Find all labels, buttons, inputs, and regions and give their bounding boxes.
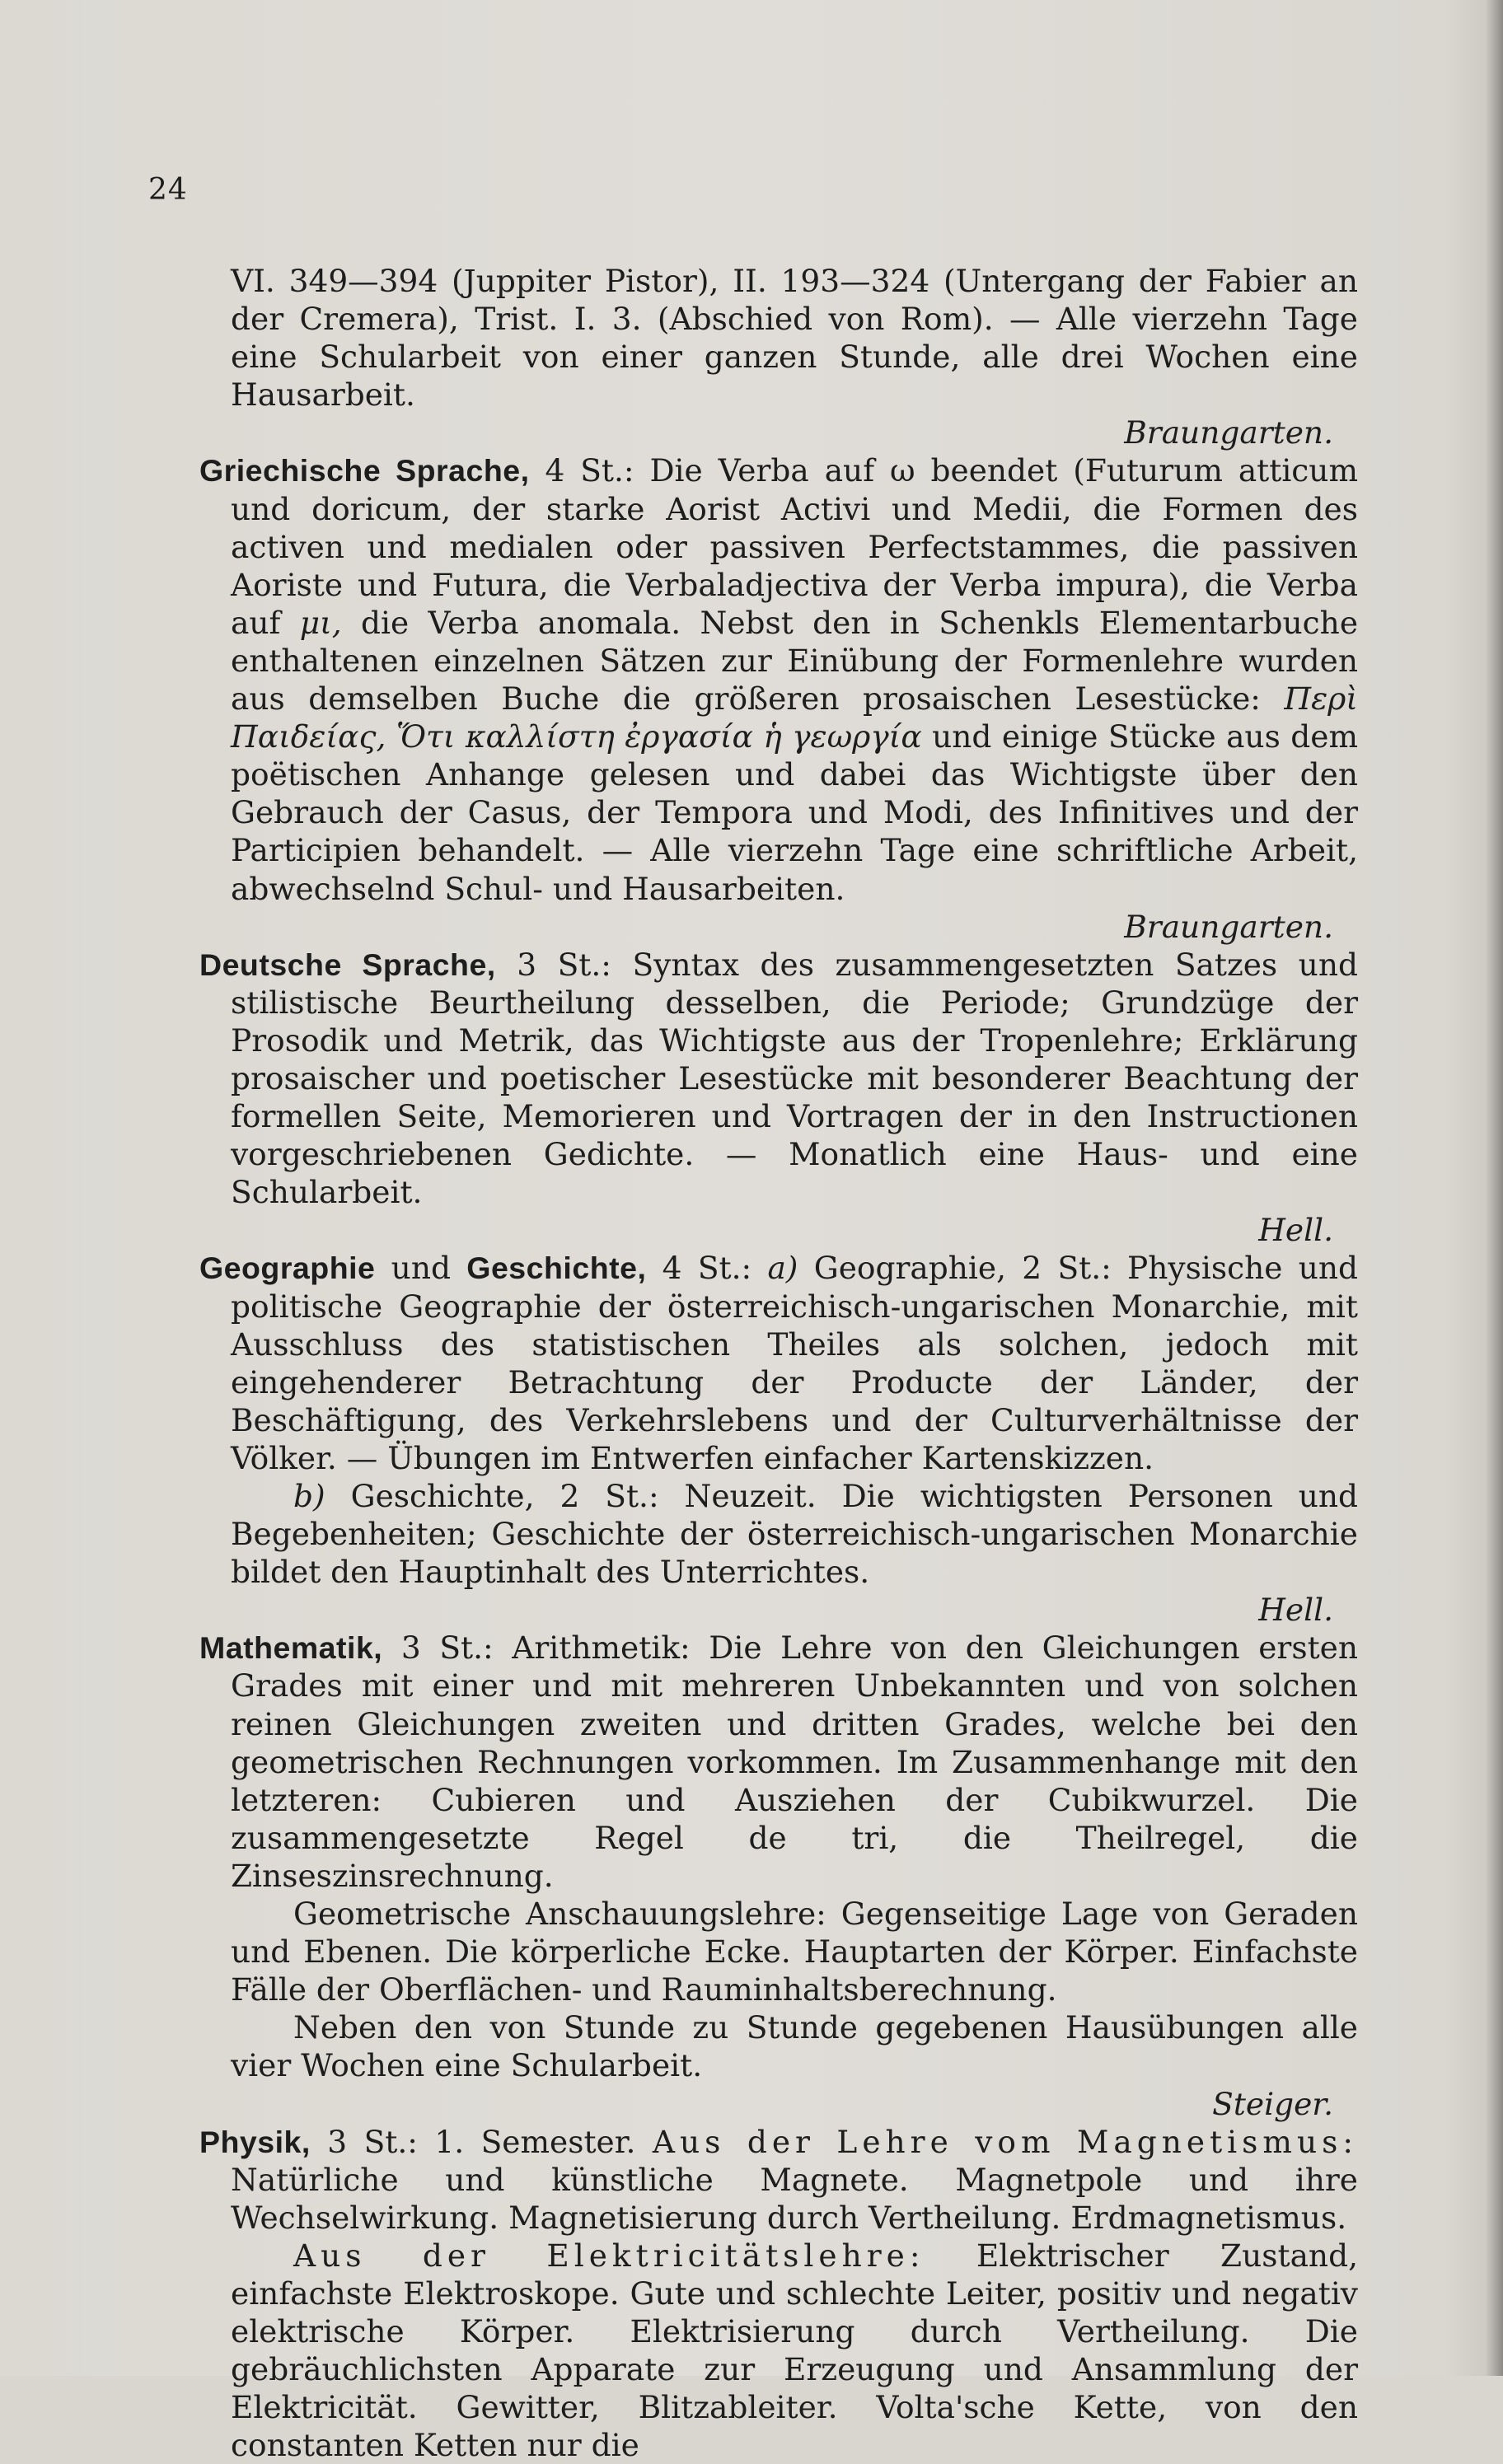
latin-section <box>199 262 1358 414</box>
greek-hours: 4 St.: <box>545 452 634 489</box>
latin-teacher-signature: Braungarten. <box>1124 414 1333 451</box>
greek-reading-title-2: Ὅτι καλλίστη ἐργασία ἡ γεωργία <box>396 718 922 755</box>
greek-section <box>199 451 1358 907</box>
physics-section <box>199 2123 1358 2237</box>
german-teacher-signature: Hell. <box>1258 1212 1333 1249</box>
physics-heading: Physik, <box>199 2124 311 2159</box>
physics-semester: 1. Semester. <box>434 2123 636 2160</box>
geo-part-a-label: a) <box>767 1250 798 1287</box>
geo-history-section <box>199 1249 1358 1477</box>
math-section <box>199 1629 1358 1895</box>
math-hours: 3 St.: <box>400 1629 494 1667</box>
text-block <box>199 262 1358 2464</box>
physics-text-2: Elektrischer Zustand, einfachste Elektroskope. Gute und schlechte Leiter, positiv und negativ elektrische Körper. Elektrisierung durch Vertheilung. Die gebräuchlichsten Apparate zur Erzeugung und Ansammlung der Elektricität. Gewitter, Blitzableiter. Volta'sche Kette, von den constanten Ketten nur die <box>231 2237 1359 2464</box>
geo-teacher-signature: Hell. <box>1258 1592 1333 1629</box>
math-text-1: Arithmetik: Die Lehre von den Gleichungen ersten Grades mit einer und mit mehreren Unbekannten und von solchen reinen Gleichungen zweiten und dritten Grades, welche bei den geometrischen Rechnungen vorkommen. Im Zusammenhange mit den letzteren: Cubieren und Ausziehen der Cubikwurzel. Die zusammengesetzte Regel de tri, die Theilregel, die Zinseszinsrechnung. <box>231 1629 1359 1894</box>
greek-text-2: die Verba anomala. Nebst den in Schenkls Elementarbuche enthaltenen einzelnen Sätzen zur Einübung der Formenlehre wurden aus demselben Buche die größeren prosaischen Lesestücke: <box>231 604 1359 718</box>
physics-hours: 3 St.: <box>327 2123 418 2160</box>
math-text-3: Neben den von Stunde zu Stunde gegebenen Hausübungen alle vier Wochen eine Schularbeit. <box>231 2009 1358 2084</box>
geo-part-b-label: b) <box>293 1478 325 1514</box>
math-teacher-signature: Steiger. <box>1212 2085 1333 2122</box>
greek-reading-title-1: Περὶ Παιδείας, <box>231 680 1358 755</box>
physics-topic-magnetism: Aus der Lehre vom Magnetismus: <box>652 2123 1359 2160</box>
physics-text-1: Natürliche und künstliche Magnete. Magnetpole und ihre Wechselwirkung. Magnetisierung durch Vertheilung. Erdmagnetismus. <box>231 2161 1358 2236</box>
geo-heading: Geographie <box>199 1251 376 1286</box>
german-heading: Deutsche Sprache, <box>199 947 496 982</box>
history-heading: Geschichte, <box>466 1251 647 1286</box>
math-homework <box>199 2008 1358 2084</box>
geo-text-b: Geschichte, 2 St.: Neuzeit. Die wichtigsten Personen und Begebenheiten; Geschichte der österreichisch-ungarischen Monarchie bildet den Hauptinhalt des Unterrichtes. <box>231 1478 1359 1591</box>
math-geometry <box>199 1895 1358 2008</box>
physics-electricity <box>199 2237 1358 2464</box>
physics-topic-electricity: Aus der Elektricitätslehre: <box>293 2237 925 2274</box>
page-number: 24 <box>148 173 188 207</box>
greek-heading: Griechische Sprache, <box>199 453 530 489</box>
german-text: Syntax des zusammengesetzten Satzes und stilistische Beurtheilung desselben, die Periode; Grundzüge der Prosodik und Metrik, das Wichtigste aus der Tropenlehre; Erklärung prosaischer und poetischer Lesestücke mit besonderer Beachtung der formellen Seite, Memorieren und Vortragen der in den Instructionen vorgeschriebenen Gedichte. — Monatlich eine Haus- und eine Schularbeit. <box>231 946 1358 1211</box>
greek-mi-term: μι, <box>299 604 342 641</box>
greek-text-3: und einige Stücke aus dem poëtischen Anhange gelesen und dabei das Wichtigste über den Gebrauch der Casus, der Tempora und Modi, des Infinitives und der Participien behandelt. — Alle vierzehn Tage eine schriftliche Arbeit, abwechselnd Schul- und Hausarbeiten. <box>231 718 1359 907</box>
math-heading: Mathematik, <box>199 1630 383 1666</box>
book-binding-edge <box>1485 0 1503 2376</box>
german-hours: 3 St.: <box>517 946 611 983</box>
german-section <box>199 946 1358 1212</box>
geo-hours: 4 St.: <box>662 1250 752 1287</box>
math-text-2: Geometrische Anschauungslehre: Gegenseitige Lage von Geraden und Ebenen. Die körperliche Ecke. Hauptarten der Körper. Einfachste Fälle der Oberflächen- und Rauminhaltsberechnung. <box>231 1896 1358 2008</box>
greek-text-1: Die Verba auf ω beendet (Futurum atticum und doricum, der starke Aorist Activi und Medii, die Formen des activen und medialen oder passiven Perfectstammes, die passiven Aoriste und Futura, die Verbaladjectiva der Verba impura), die Verba auf <box>231 452 1359 641</box>
latin-text: VI. 349—394 (Juppiter Pistor), II. 193—324 (Untergang der Fabier an der Cremera), Trist. I. 3. (Abschied von Rom). — Alle vierzehn Tage eine Schularbeit von einer ganzen Stunde, alle drei Wochen eine Hausarbeit. <box>231 263 1358 414</box>
geo-text-a: Geographie, 2 St.: Physische und politische Geographie der österreichisch-ungarischen Monarchie, mit Ausschluss des statistischen Theiles als solchen, jedoch mit eingehenderer Betrachtung der Producte der Länder, der Beschäftigung, des Verkehrslebens und der Culturverhältnisse der Völker. — Übungen im Entwerfen einfacher Kartenskizzen. <box>231 1250 1359 1476</box>
geo-heading-und: und <box>391 1250 451 1287</box>
greek-teacher-signature: Braungarten. <box>1124 908 1333 945</box>
history-subsection <box>199 1477 1358 1591</box>
